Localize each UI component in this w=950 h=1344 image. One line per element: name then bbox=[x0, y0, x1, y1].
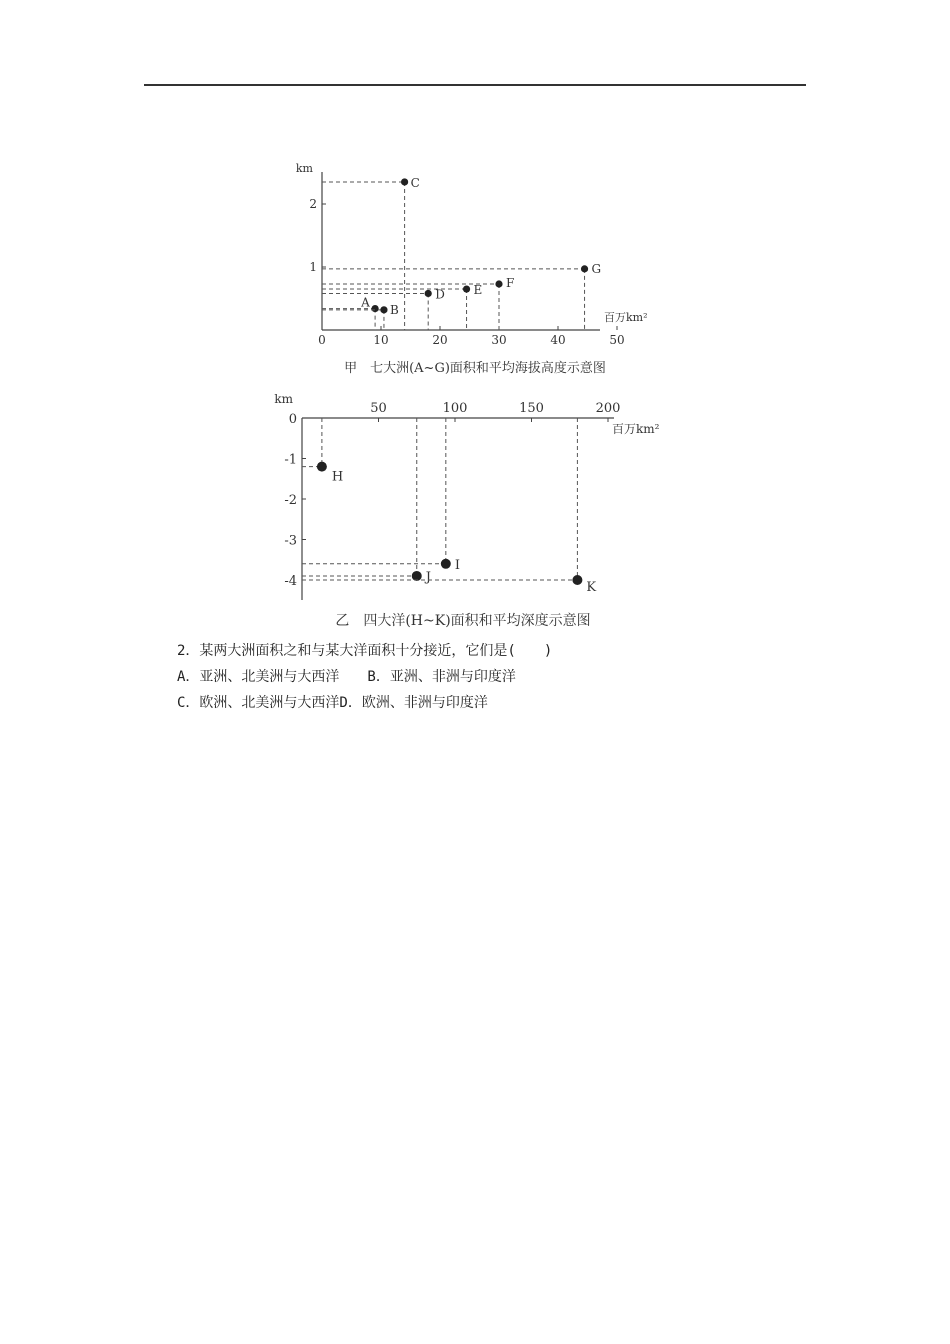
x-axis-unit: 百万km² bbox=[612, 422, 660, 436]
y-tick-label: 0 bbox=[288, 412, 297, 427]
x-tick-label: 50 bbox=[609, 333, 625, 347]
data-point-j bbox=[412, 571, 422, 581]
x-tick-label: 40 bbox=[550, 333, 566, 347]
data-point-k bbox=[572, 575, 582, 585]
point-label-e: E bbox=[473, 283, 483, 298]
x-tick-label: 0 bbox=[318, 333, 326, 347]
y-tick-label: -2 bbox=[284, 493, 297, 508]
y-tick-label: -4 bbox=[284, 574, 297, 589]
y-tick-label: -3 bbox=[284, 533, 297, 549]
point-label-j: J bbox=[425, 569, 431, 585]
y-tick-label: -1 bbox=[284, 452, 297, 468]
x-tick-label: 10 bbox=[373, 333, 389, 347]
option-line-c-d: C．欧洲、北美洲与大西洋D．欧洲、非洲与印度洋 bbox=[177, 695, 488, 711]
point-label-g: G bbox=[591, 261, 602, 276]
question-stem: 2．某两大洲面积之和与某大洋面积十分接近，它们是( ) bbox=[177, 643, 553, 659]
point-label-i: I bbox=[454, 557, 460, 573]
x-tick-label: 30 bbox=[491, 333, 507, 347]
point-label-h: H bbox=[331, 469, 344, 485]
option-line-a-b: A．亚洲、北美洲与大西洋 B．亚洲、非洲与印度洋 bbox=[177, 669, 516, 685]
x-tick-label: 100 bbox=[442, 401, 468, 416]
point-label-d: D bbox=[435, 287, 445, 302]
x-tick-label: 150 bbox=[519, 401, 544, 416]
x-axis-unit: 百万km² bbox=[604, 311, 648, 324]
oceans-chart bbox=[0, 0, 950, 640]
x-tick-label: 200 bbox=[595, 401, 621, 416]
y-tick-label: 2 bbox=[309, 197, 317, 211]
y-tick-label: 1 bbox=[309, 260, 317, 274]
chart-title: 甲 七大洲(A~G)面积和平均海拔高度示意图 bbox=[344, 361, 606, 376]
y-axis-unit: km bbox=[274, 392, 293, 406]
point-label-f: F bbox=[506, 276, 515, 291]
x-tick-label: 50 bbox=[370, 401, 387, 416]
y-axis-unit: km bbox=[295, 162, 313, 175]
point-label-b: B bbox=[389, 302, 399, 317]
data-point-h bbox=[317, 462, 327, 472]
chart-title: 乙 四大洋(H~K)面积和平均深度示意图 bbox=[335, 613, 591, 629]
point-label-a: A bbox=[361, 295, 370, 310]
data-point-i bbox=[441, 559, 451, 569]
point-label-c: C bbox=[410, 175, 420, 190]
point-label-k: K bbox=[586, 580, 597, 595]
x-tick-label: 20 bbox=[432, 333, 448, 347]
